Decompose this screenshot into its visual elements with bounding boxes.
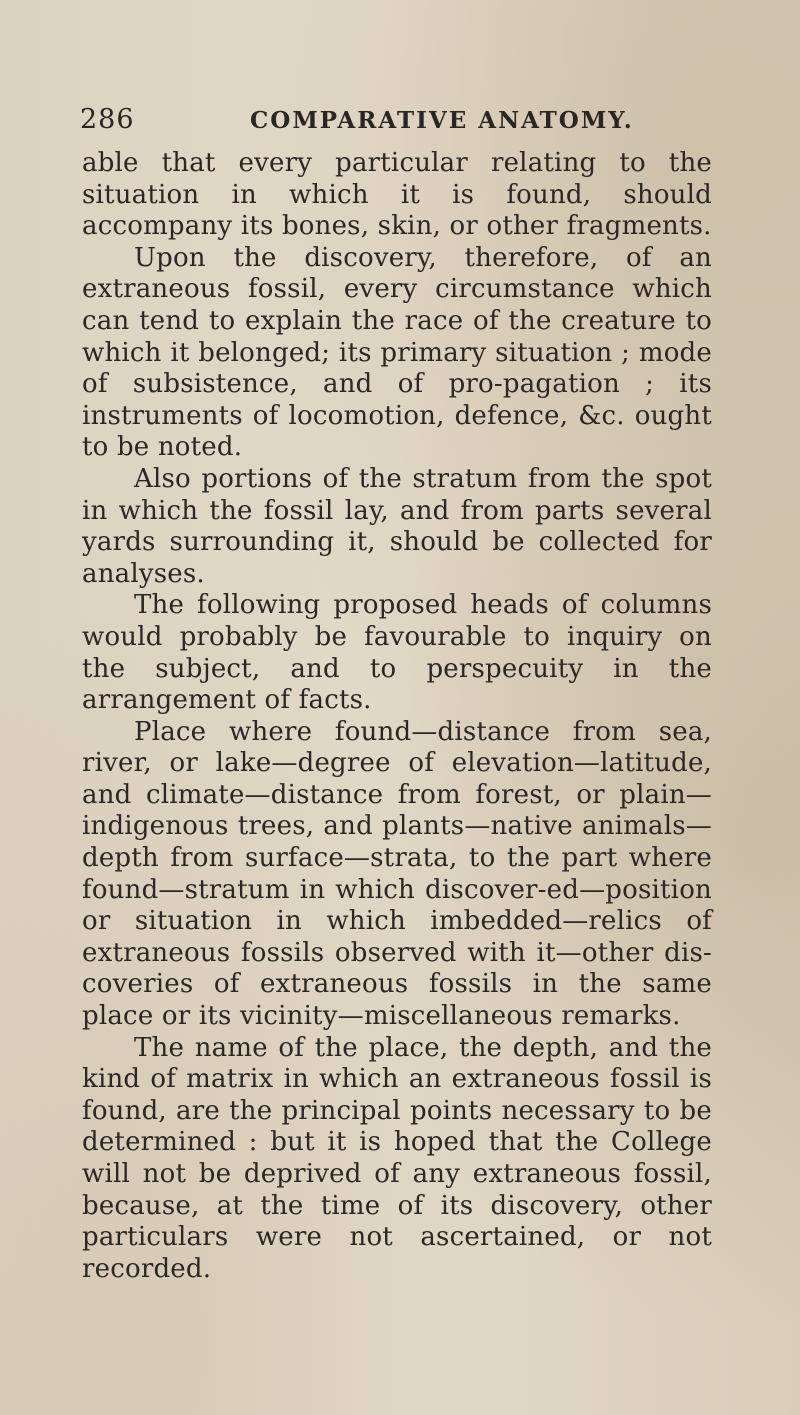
paragraph: Also portions of the stratum from the spot in which the fossil lay, and from parts several yards surrounding it, should be collected for analyses. (82, 463, 712, 589)
paragraph: Place where found—distance from sea, river, or lake—degree of elevation—latitude, and climate—distance from forest, or plain—indigenous trees, and plants—native animals—depth from surface—strata, to the part where found—stratum in which discover-ed—position or situation in which imbedded—relics of extraneous fossils observed with it—other dis-coveries of extraneous fossils in the same place or its vicinity—miscellaneous remarks. (82, 716, 712, 1032)
body-text (82, 148, 712, 1285)
paragraph: Upon the discovery, therefore, of an extraneous fossil, every circumstance which can tend to explain the race of the creature to which it belonged; its primary situation ; mode of subsistence, and of pro-pagation ; its instruments of locomotion, defence, &c. ought to be noted. (82, 242, 712, 463)
running-head: COMPARATIVE ANATOMY. (250, 107, 634, 134)
page-header (80, 104, 720, 144)
paragraph: able that every particular relating to the situation in which it is found, should accompany its bones, skin, or other fragments. (82, 148, 712, 242)
paragraph: The name of the place, the depth, and the kind of matrix in which an extraneous fossil is found, are the principal points necessary to be determined : but it is hoped that the College will not be deprived of any extraneous fossil, because, at the time of its discovery, other particulars were not ascertained, or not recorded. (82, 1032, 712, 1284)
page-number: 286 (80, 104, 135, 135)
paragraph: The following proposed heads of columns would probably be favourable to inquiry on the subject, and to perspecuity in the arrangement of facts. (82, 590, 712, 716)
